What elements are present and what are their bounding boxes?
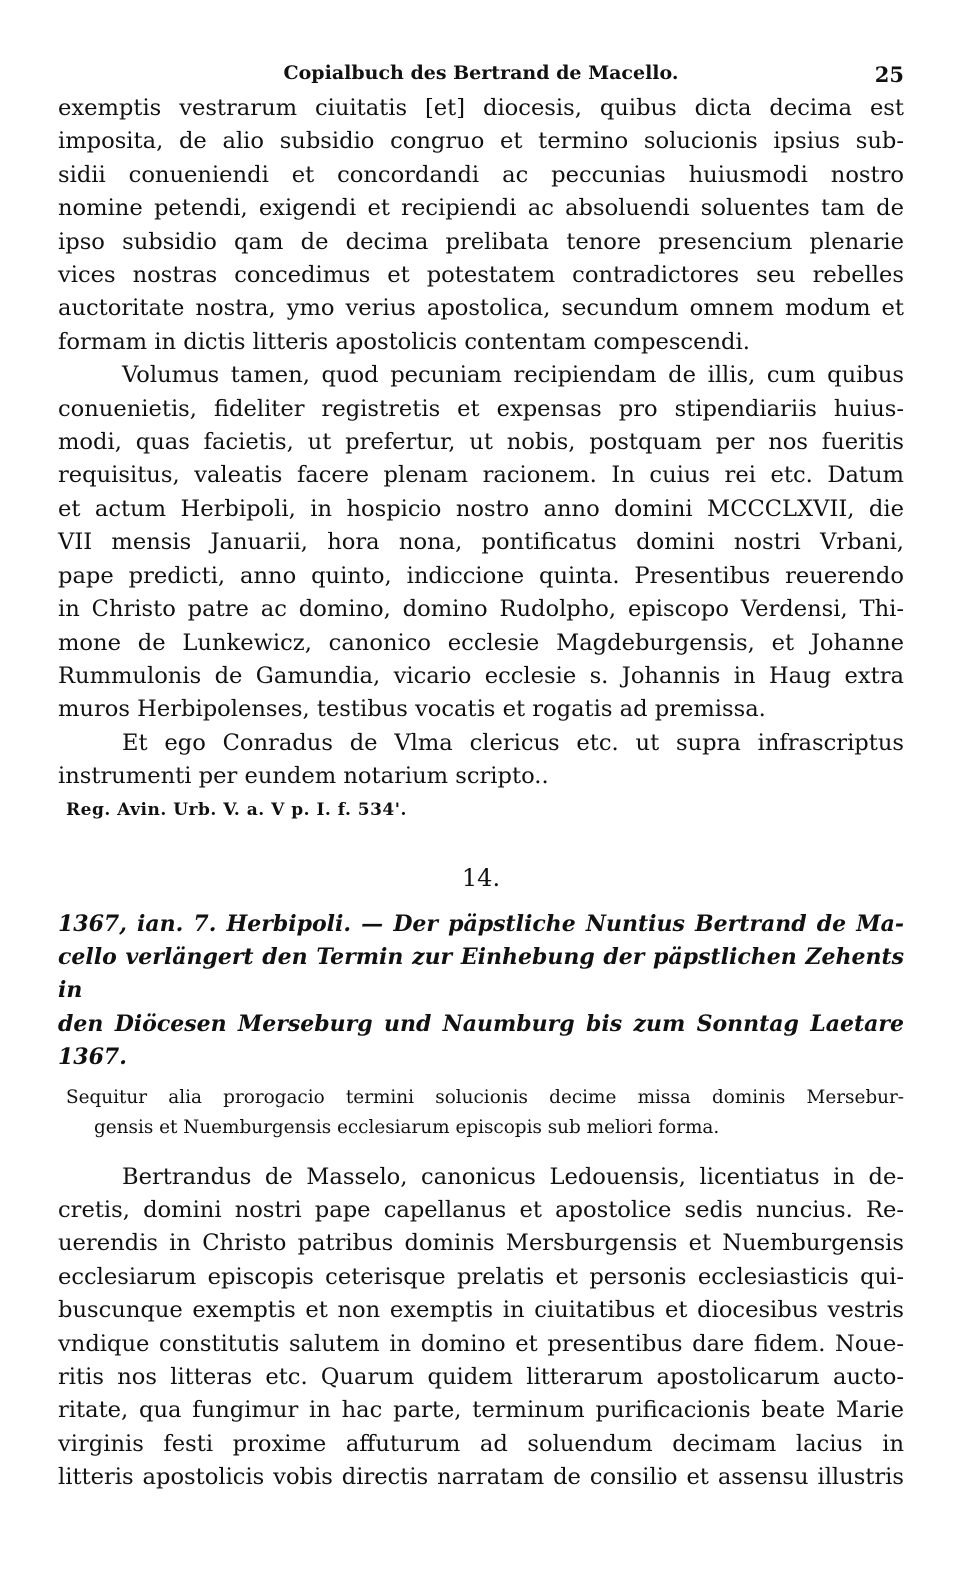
summary-line: Sequitur alia prorogacio termini solucionis decime missa dominis Mersebur-: [66, 1086, 904, 1108]
source-note: Reg. Avin. Urb. V. a. V p. I. f. 534'.: [66, 799, 407, 820]
text-line: ecclesiarum episcopis ceterisque prelatis et personis ecclesiasticis qui-: [58, 1263, 904, 1290]
text-line: Rummulonis de Gamundia, vicario ecclesie s. Johannis in Haug extra: [58, 662, 904, 689]
text-line: Et ego Conradus de Vlma clericus etc. ut supra infrascriptus: [122, 729, 904, 756]
running-head: [58, 56, 904, 92]
text-line: formam in dictis litteris apostolicis contentam compescendi.: [58, 328, 750, 355]
text-line: modi, quas facietis, ut prefertur, ut nobis, postquam per nos fueritis: [58, 429, 904, 456]
text-line: Volumus tamen, quod pecuniam recipiendam de illis, cum quibus: [122, 362, 904, 389]
summary-note: [58, 1083, 904, 1143]
text-line: buscunque exemptis et non exemptis in ciuitatibus et diocesibus vestris: [58, 1297, 904, 1324]
regest-line: 1367, ian. 7. Herbipoli. — Der päpstliche Nuntius Bertrand de Ma-: [58, 910, 904, 937]
text-line: instrumenti per eundem notarium scripto..: [58, 763, 549, 790]
text-line: vndique constitutis salutem in domino et presentibus dare fidem. Noue-: [58, 1330, 904, 1357]
text-line: mone de Lunkewicz, canonico ecclesie Magdeburgensis, et Johanne: [58, 629, 904, 656]
text-line: VII mensis Januarii, hora nona, pontificatus domini nostri Vrbani,: [58, 529, 904, 556]
text-line: ipso subsidio qam de decima prelibata tenore presencium plenarie: [58, 228, 904, 255]
regest-line: den Diöcesen Merseburg und Naumburg bis zum Sonntag Laetare 1367.: [58, 1010, 904, 1071]
text-line: auctoritate nostra, ymo verius apostolica, secundum omnem modum et: [58, 295, 904, 322]
text-block-bertrandus: [58, 1161, 904, 1495]
text-line: et actum Herbipoli, in hospicio nostro anno domini MCCCLXVII, die: [58, 495, 904, 522]
text-line: requisitus, valeatis facere plenam racionem. In cuius rei etc. Datum: [58, 462, 904, 489]
text-line: in Christo patre ac domino, domino Rudolpho, episcopo Verdensi, Thi-: [58, 596, 904, 623]
regest-heading: [58, 908, 904, 1075]
document-number: 14.: [461, 863, 501, 892]
text-line: Bertrandus de Masselo, canonicus Ledouensis, licentiatus in de-: [122, 1163, 904, 1190]
text-line: vices nostras concedimus et potestatem contradictores seu rebelles: [58, 262, 904, 289]
summary-line: gensis et Nuemburgensis ecclesiarum episcopis sub meliori forma.: [94, 1116, 720, 1138]
page-number: 25: [874, 62, 904, 87]
text-line: virginis festi proxime affuturum ad soluendum decimam lacius in: [58, 1430, 904, 1457]
text-line: muros Herbipolenses, testibus vocatis et rogatis ad premissa.: [58, 696, 766, 723]
text-line: imposita, de alio subsidio congruo et termino solucionis ipsius sub-: [58, 128, 904, 155]
text-line: litteris apostolicis vobis directis narratam de consilio et assensu illustris: [58, 1464, 904, 1491]
text-line: sidii conueniendi et concordandi ac peccunias huiusmodi nostro: [58, 161, 904, 188]
text-line: conuenietis, fideliter registretis et expensas pro stipendiariis huius-: [58, 395, 904, 422]
text-line: uerendis in Christo patribus dominis Mersburgensis et Nuemburgensis: [58, 1230, 904, 1257]
text-line: pape predicti, anno quinto, indiccione quinta. Presentibus reuerendo: [58, 562, 904, 589]
text-block-volumus: [58, 359, 904, 726]
document-page: [58, 56, 904, 1495]
text-line: ritis nos litteras etc. Quarum quidem litterarum apostolicarum aucto-: [58, 1364, 904, 1390]
regest-line: cello verlängert den Termin zur Einhebung der päpstlichen Zehents in: [58, 943, 904, 1004]
text-line: ritate, qua fungimur in hac parte, terminum purificacionis beate Marie: [58, 1397, 904, 1424]
text-line: exemptis vestrarum ciuitatis [et] diocesis, quibus dicta decima est: [58, 95, 904, 121]
text-block-notary: [58, 727, 904, 794]
running-head-title: Copialbuch des Bertrand de Macello.: [283, 62, 679, 84]
text-line: cretis, domini nostri pape capellanus et apostolice sedis nuncius. Re-: [58, 1196, 904, 1223]
text-block-continuation: [58, 92, 904, 359]
text-line: nomine petendi, exigendi et recipiendi ac absoluendi soluentes tam de: [58, 195, 904, 222]
